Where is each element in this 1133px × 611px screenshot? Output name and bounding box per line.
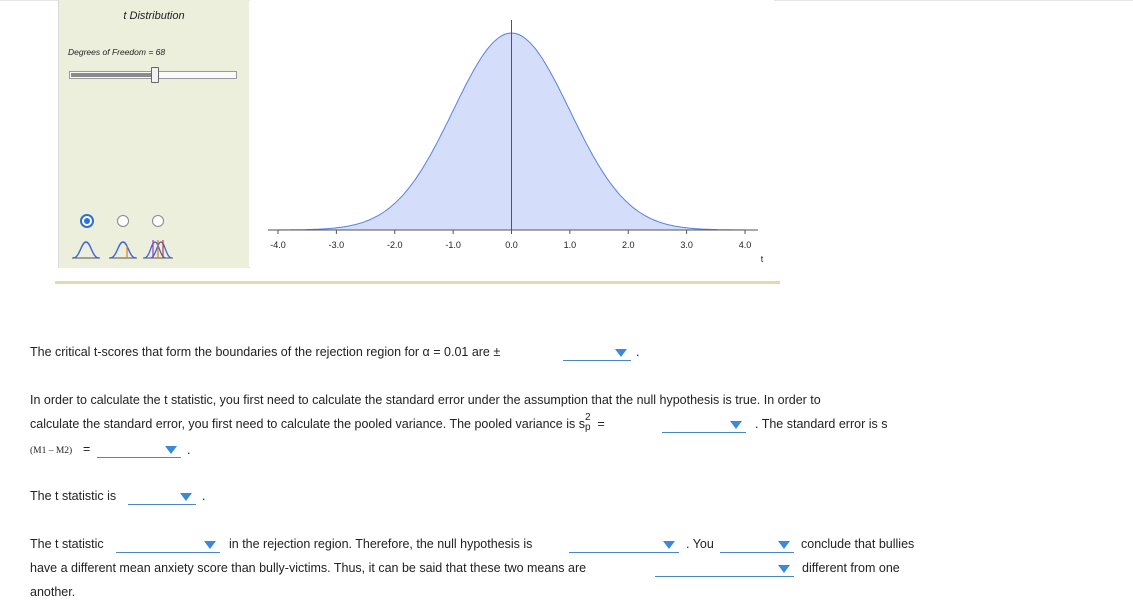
q1-period: . [636,345,640,359]
radio-two-tail[interactable] [117,215,129,227]
chevron-down-icon [165,446,177,454]
x-tick-label: -2.0 [386,240,403,250]
dof-label-text: Degrees of Freedom = [68,47,156,57]
t-statistic-dropdown[interactable] [128,490,196,505]
q2-eq2: = [83,442,91,456]
dof-slider-fill [71,73,155,77]
q4-line2: have a different mean anxiety score than bully-victims. Thus, it can be said that these two means are [30,561,587,575]
chevron-down-icon [730,421,742,429]
x-tick-label: -3.0 [328,240,345,250]
standard-error-dropdown[interactable] [97,443,181,458]
q2-eq: = [597,417,605,431]
single-distribution-icon[interactable] [71,238,101,260]
q4-part4: conclude that bullies [801,537,915,551]
critical-t-dropdown[interactable] [563,346,631,361]
q2-line2 [30,412,605,433]
radio-overlay[interactable] [152,215,164,227]
q4-part3: . You [686,537,714,551]
x-tick-label: -4.0 [270,240,286,250]
x-axis-label: t [760,254,764,264]
chevron-down-icon [180,493,192,501]
q2-period: . [187,443,191,457]
q1-text: The critical t-scores that form the boundaries of the rejection region for α = 0.01 are ± [30,345,501,359]
q2-line1: In order to calculate the t statistic, you first need to calculate the standard error under the assumption that the null hypothesis is true. In order to [30,393,821,407]
question-critical-t [30,345,500,359]
dof-value: 68 [155,47,166,57]
chevron-down-icon [663,541,675,549]
q2-line2-text: calculate the standard error, you first need to calculate the pooled variance. The pooled variance is s [30,417,585,431]
q3-period: . [202,489,206,503]
x-tick-label: 3.0 [680,240,693,250]
overlay-distribution-icon[interactable] [142,236,174,260]
dof-slider-thumb[interactable] [151,67,159,83]
x-tick-label: 2.0 [621,240,635,250]
two-tail-distribution-icon[interactable] [108,238,138,260]
x-tick-label: 1.0 [563,240,577,250]
q4-part2: in the rejection region. Therefore, the null hypothesis is [229,537,533,551]
x-tick-label: -1.0 [445,240,461,250]
degrees-of-freedom-label [68,47,165,57]
m1-m2-label: (M1 – M2) [30,446,73,456]
chevron-down-icon [778,565,790,573]
q4-part1: The t statistic [30,537,104,551]
means-different-dropdown[interactable] [655,562,794,577]
chevron-down-icon [778,541,790,549]
q4-line2-after: different from one [802,561,900,575]
rejection-region-dropdown[interactable] [116,538,220,553]
null-hypothesis-dropdown[interactable] [569,538,679,553]
x-tick-label: 0.0 [505,240,518,250]
applet-title: t Distribution [123,10,185,22]
section-divider [55,281,780,284]
x-tick-label: 4.0 [738,240,752,250]
chevron-down-icon [615,349,627,357]
radio-single-distribution[interactable] [80,214,94,228]
can-conclude-dropdown[interactable] [720,538,794,553]
sup-2: 2 [584,412,591,423]
q4-line3: another. [30,585,76,599]
q2-standard-error-text: . The standard error is s [755,417,888,431]
x-axis-ticks [270,230,751,250]
q3-text: The t statistic is [30,489,117,503]
t-distribution-plot [250,0,774,268]
chevron-down-icon [204,541,216,549]
sub-p: p [584,422,591,433]
pooled-variance-dropdown[interactable] [662,418,746,433]
